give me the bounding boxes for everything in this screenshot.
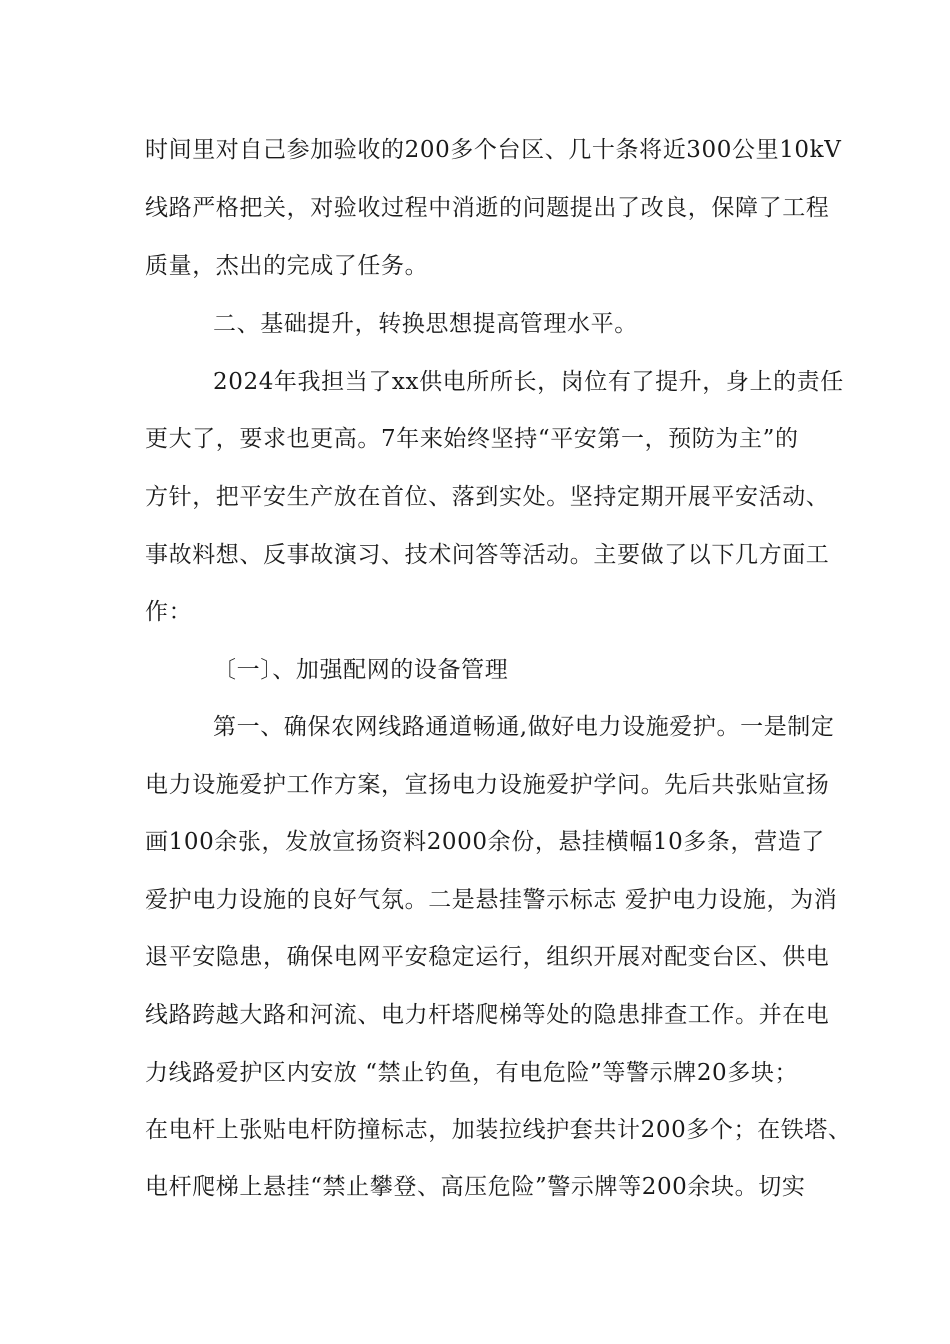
body-text-line: 电力设施爱护工作方案，宣扬电力设施爱护学问。先后共张贴宣扬 <box>145 772 830 798</box>
body-text-line: 作： <box>145 599 193 625</box>
body-text-line: 画100余张，发放宣扬资料2000余份，悬挂横幅10多条，营造了 <box>145 829 825 855</box>
body-text-line: 方针，把平安生产放在首位、落到实处。坚持定期开展平安活动、 <box>145 484 830 510</box>
body-text-line: 第一、确保农网线路通道畅通,做好电力设施爱护。一是制定 <box>213 714 835 740</box>
body-text-line: 爱护电力设施的良好气氛。二是悬挂警示标志 爱护电力设施，为消 <box>145 887 838 913</box>
body-text-line: 电杆爬梯上悬挂“禁止攀登、高压危险”警示牌等200余块。切实 <box>145 1174 806 1200</box>
body-text-line: 更大了，要求也更高。7年来始终坚持“平安第一，预防为主”的 <box>145 426 799 452</box>
body-text-line: 力线路爱护区内安放 “禁止钓鱼，有电危险”等警示牌20多块； <box>145 1060 799 1086</box>
body-text-line: 在电杆上张贴电杆防撞标志，加装拉线护套共计200多个；在铁塔、 <box>145 1117 852 1143</box>
body-text-line: 质量，杰出的完成了任务。 <box>145 253 429 279</box>
body-text-line: 线路严格把关，对验收过程中消逝的问题提出了改良，保障了工程 <box>145 195 830 221</box>
section-heading: 二、基础提升，转换思想提高管理水平。 <box>213 311 638 337</box>
body-text-line: 2024年我担当了xx供电所所长，岗位有了提升，身上的责任 <box>213 369 844 395</box>
body-text-line: 线路跨越大路和河流、电力杆塔爬梯等处的隐患排查工作。并在电 <box>145 1002 830 1028</box>
subsection-heading: 〔一〕、加强配网的设备管理 <box>213 657 509 683</box>
body-text-line: 时间里对自己参加验收的200多个台区、几十条将近300公里10kV <box>145 137 842 163</box>
body-text-line: 退平安隐患，确保电网平安稳定运行，组织开展对配变台区、供电 <box>145 944 830 970</box>
body-text-line: 事故料想、反事故演习、技术问答等活动。主要做了以下几方面工 <box>145 542 830 568</box>
